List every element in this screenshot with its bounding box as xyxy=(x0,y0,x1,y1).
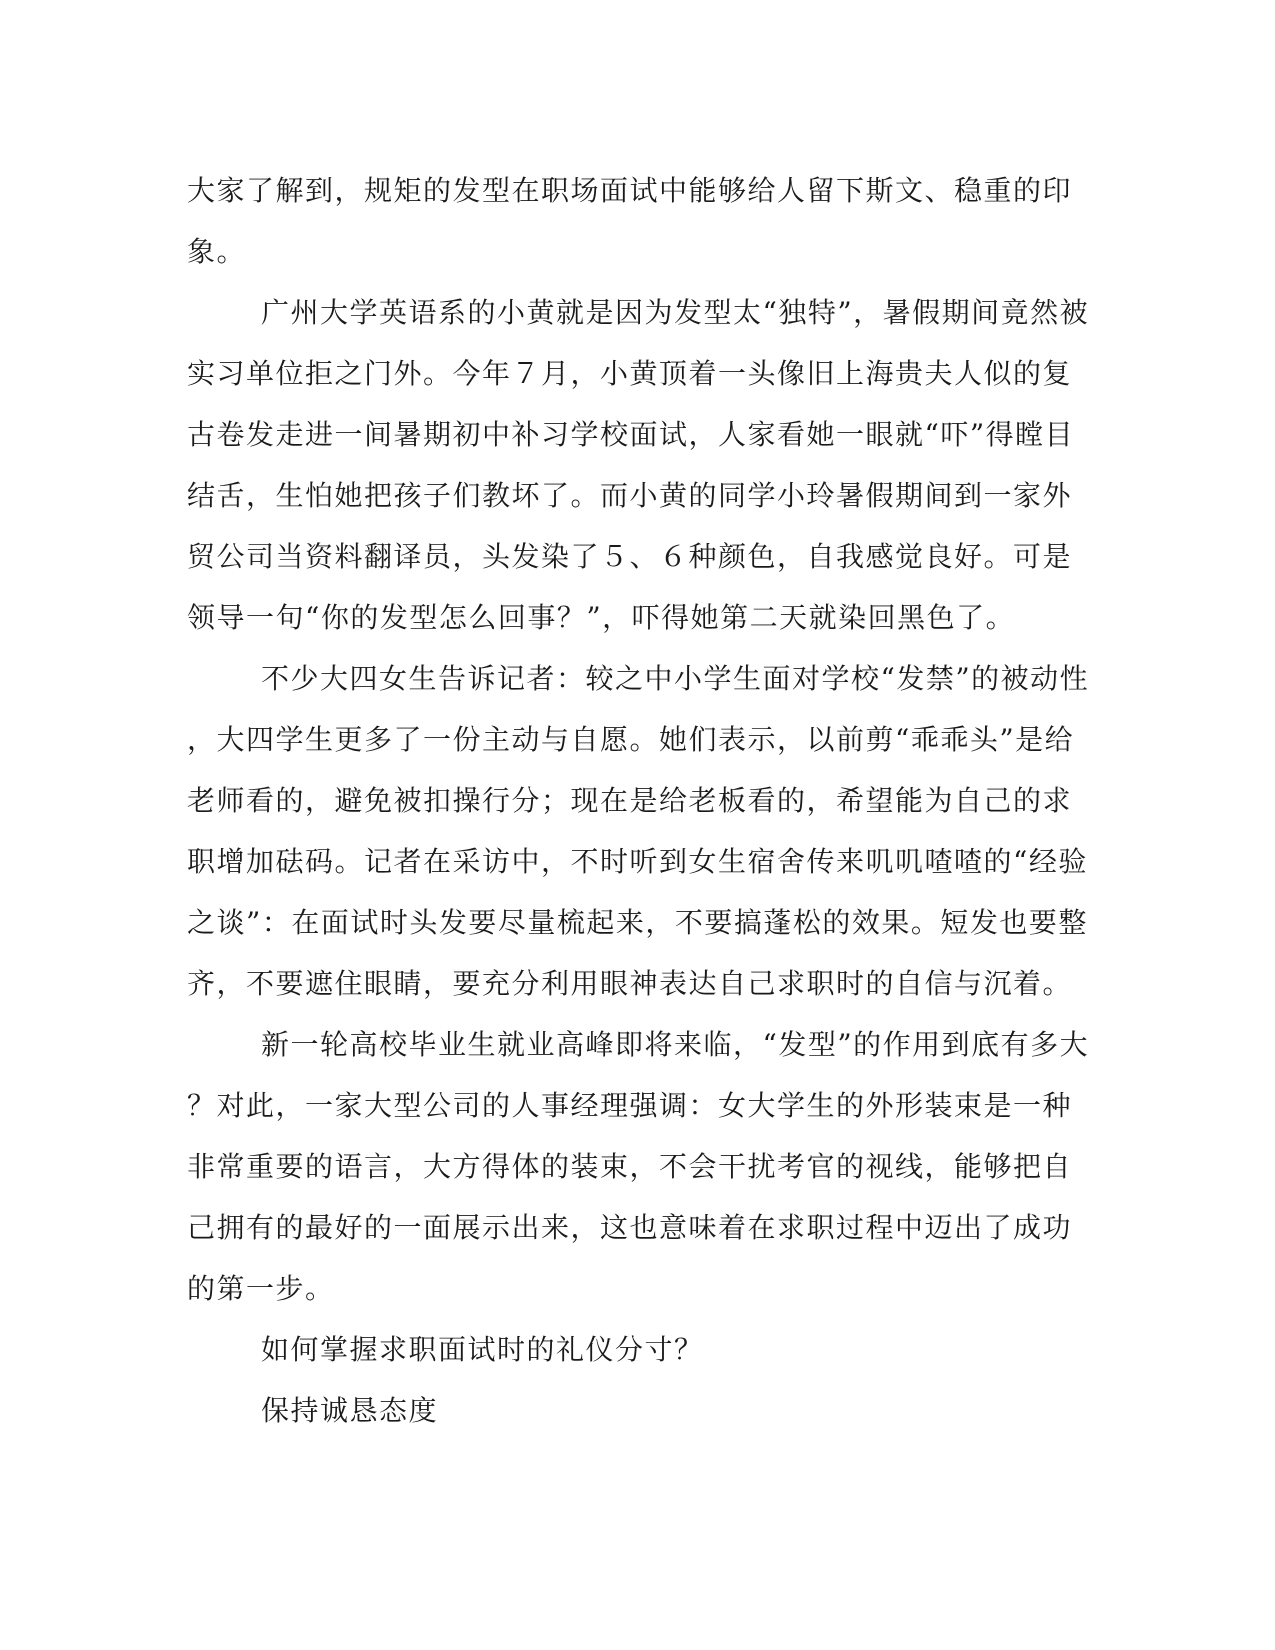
paragraph-start-line: 新一轮高校毕业生就业高峰即将来临，“发型”的作用到底有多大 xyxy=(261,1028,1090,1061)
body-text xyxy=(187,160,1090,1441)
text-line: 贸公司当资料翻译员，头发染了５、６种颜色，自我感觉良好。可是 xyxy=(187,540,1073,573)
text-line: 之谈”：在面试时头发要尽量梳起来，不要搞蓬松的效果。短发也要整 xyxy=(187,906,1088,939)
section-question: 如何掌握求职面试时的礼仪分寸？ xyxy=(261,1333,704,1366)
text-line: ，大四学生更多了一份主动与自愿。她们表示，以前剪“乖乖头”是给 xyxy=(187,723,1075,756)
paragraph-start-line: 不少大四女生告诉记者：较之中小学生面对学校“发禁”的被动性 xyxy=(261,662,1090,695)
text-line: 职增加砝码。记者在采访中，不时听到女生宿舍传来叽叽喳喳的“经验 xyxy=(187,845,1088,878)
text-line: 非常重要的语言，大方得体的装束，不会干扰考官的视线，能够把自 xyxy=(187,1150,1073,1183)
text-line: 实习单位拒之门外。今年７月，小黄顶着一头像旧上海贵夫人似的复 xyxy=(187,357,1073,390)
text-line: 古卷发走进一间暑期初中补习学校面试，人家看她一眼就“吓”得瞠目 xyxy=(187,418,1075,451)
text-line: 齐，不要遮住眼睛，要充分利用眼神表达自己求职时的自信与沉着。 xyxy=(187,967,1073,1000)
paragraph-start-line: 广州大学英语系的小黄就是因为发型太“独特”，暑假期间竟然被 xyxy=(261,296,1090,329)
section-heading: 保持诚恳态度 xyxy=(261,1394,439,1427)
text-line: 大家了解到，规矩的发型在职场面试中能够给人留下斯文、稳重的印 xyxy=(187,174,1073,207)
text-line: ？对此，一家大型公司的人事经理强调：女大学生的外形装束是一种 xyxy=(187,1089,1073,1122)
text-line: 老师看的，避免被扣操行分；现在是给老板看的，希望能为自己的求 xyxy=(187,784,1073,817)
text-line: 象。 xyxy=(187,235,247,268)
text-line: 己拥有的最好的一面展示出来，这也意味着在求职过程中迈出了成功 xyxy=(187,1211,1073,1244)
text-line: 结舌，生怕她把孩子们教坏了。而小黄的同学小玲暑假期间到一家外 xyxy=(187,479,1073,512)
text-line: 领导一句“你的发型怎么回事？”，吓得她第二天就染回黑色了。 xyxy=(187,601,1016,634)
text-line: 的第一步。 xyxy=(187,1272,335,1305)
